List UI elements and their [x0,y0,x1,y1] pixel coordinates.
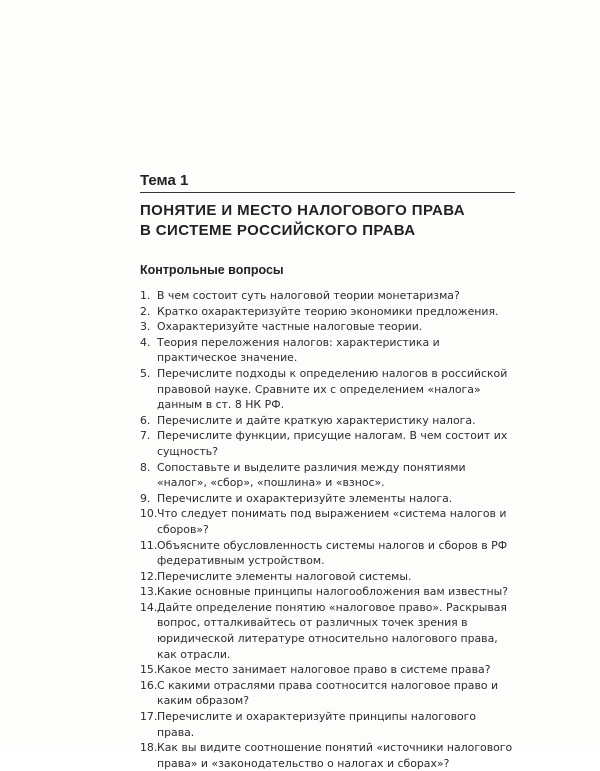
question-item [140,366,515,413]
question-text: Что следует понимать под выражением «система налогов и сборов»? [157,507,507,536]
question-number: 18. [140,741,158,755]
question-number: 6. [140,413,151,427]
chapter-title [140,201,515,241]
question-number: 17. [140,710,158,724]
question-item [140,662,515,678]
question-number: 2. [140,304,151,318]
question-item [140,678,515,709]
question-text: Дайте определение понятию «налоговое право». Раскрывая вопрос, отталкивайтесь от различных точек зрения в юридической литературе относительно налогового права, как отрасли. [157,600,507,661]
question-text: Перечислите и дайте краткую характеристику налога. [157,413,476,427]
question-text: Какое место занимает налоговое право в системе права? [157,663,491,677]
question-text: Какие основные принципы налогообложения вам известны? [157,585,508,599]
question-text: Как вы видите соотношение понятий «источники налогового права» и «законодательство о налогах и сборах»? [157,741,513,770]
question-text: Кратко охарактеризуйте теорию экономики предложения. [157,304,499,318]
question-item [140,584,515,600]
question-item [140,428,515,459]
question-text: Теория переложения налогов: характеристика и практическое значение. [157,335,440,365]
question-text: Охарактеризуйте частные налоговые теории. [157,320,423,334]
topic-label: Тема 1 [140,172,515,193]
question-item [140,491,515,507]
question-number: 16. [140,678,158,692]
chapter-title-line-2: В СИСТЕМЕ РОССИЙСКОГО ПРАВА [140,222,416,239]
question-number: 14. [140,600,158,614]
question-item [140,506,515,537]
chapter-title-line-1: ПОНЯТИЕ И МЕСТО НАЛОГОВОГО ПРАВА [140,202,466,219]
page-content [140,172,515,771]
question-number: 8. [140,460,151,474]
question-item [140,288,515,304]
question-number: 15. [140,663,158,677]
questions-list [140,288,515,771]
question-number: 9. [140,491,151,505]
section-heading: Контрольные вопросы [140,263,284,277]
question-text: Перечислите функции, присущие налогам. В чем состоит их сущность? [157,429,508,458]
question-item [140,569,515,585]
question-text: В чем состоит суть налоговой теории монетаризма? [157,289,460,302]
question-item [140,600,515,662]
question-text: Перечислите подходы к определению налогов в российской правовой науке. Сравните их с определением «налога» данным в ст. 8 НК РФ. [157,366,508,412]
question-item [140,740,515,771]
question-number: 7. [140,429,151,443]
question-text: С какими отраслями права соотносится налоговое право и каким образом? [157,678,499,708]
question-text: Сопоставьте и выделите различия между понятиями «налог», «сбор», «пошлина» и «взнос». [157,460,466,490]
question-number: 1. [140,289,151,302]
question-item [140,335,515,366]
question-number: 5. [140,366,151,380]
question-item [140,304,515,320]
question-number: 13. [140,585,158,599]
question-text: Объясните обусловленность системы налогов и сборов в РФ федеративным устройством. [157,538,508,568]
question-item [140,709,515,740]
question-number: 4. [140,335,151,349]
question-number: 11. [140,538,158,552]
question-item [140,319,515,335]
question-number: 3. [140,320,151,334]
question-item [140,460,515,491]
question-item [140,413,515,429]
question-text: Перечислите элементы налоговой системы. [157,569,412,583]
question-text: Перечислите и охарактеризуйте элементы налога. [157,491,453,505]
question-text: Перечислите и охарактеризуйте принципы налогового права. [157,710,477,739]
question-item [140,538,515,569]
question-number: 12. [140,569,158,583]
question-number: 10. [140,507,158,521]
